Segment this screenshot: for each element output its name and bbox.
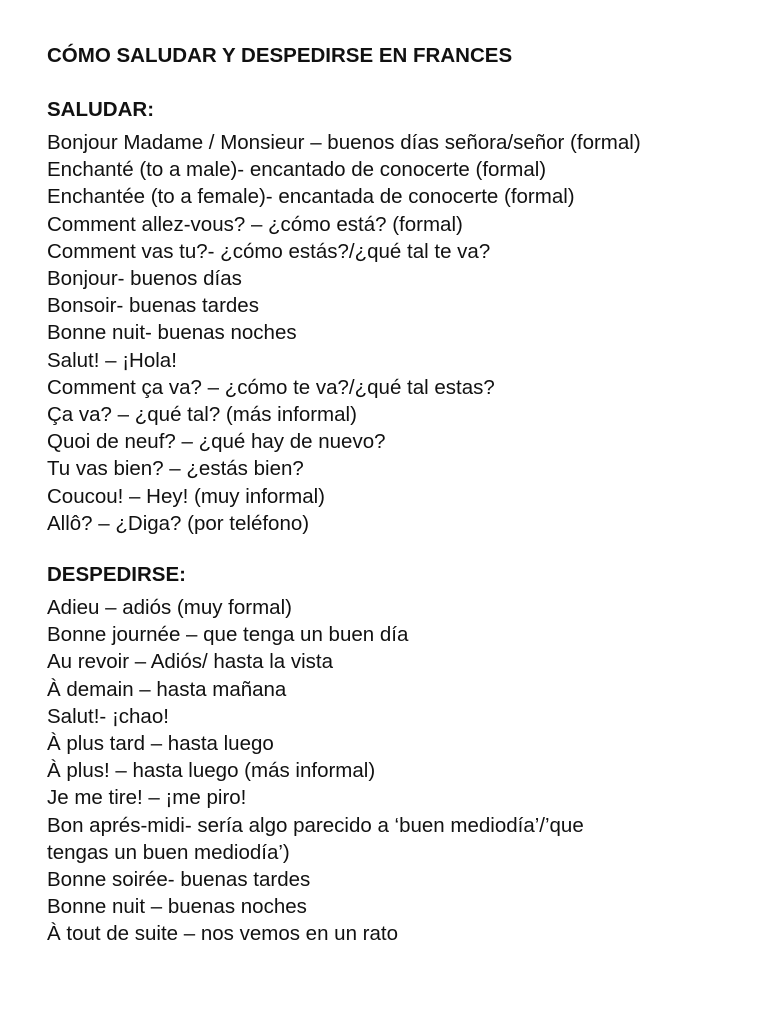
phrase-list-saludar: [47, 129, 747, 537]
list-item: tengas un buen mediodía’): [47, 840, 290, 864]
list-item: À plus! – hasta luego (más informal): [47, 759, 376, 783]
list-item: Tu vas bien? – ¿estás bien?: [47, 457, 304, 481]
list-item: À plus tard – hasta luego: [47, 732, 274, 756]
list-item: Je me tire! – ¡me piro!: [47, 786, 247, 810]
spacer: [47, 537, 747, 561]
list-item: Ça va? – ¿qué tal? (más informal): [47, 403, 357, 427]
list-item: Enchanté (to a male)- encantado de conocerte (formal): [47, 158, 547, 182]
list-item: Comment allez-vous? – ¿cómo está? (formal): [47, 212, 463, 236]
list-item: Coucou! – Hey! (muy informal): [47, 484, 325, 508]
section-heading-colon: :: [147, 98, 155, 121]
section-heading-text: SALUDAR: [47, 98, 148, 121]
section-heading-despedirse: [47, 561, 747, 588]
list-item: Bonjour Madame / Monsieur – buenos días señora/señor (formal): [47, 131, 641, 154]
list-item: Allô? – ¿Diga? (por teléfono): [47, 511, 310, 535]
phrase-list-despedirse: [47, 594, 747, 948]
section-heading-text: DESPEDIRSE: [47, 563, 180, 587]
list-item: Enchantée (to a female)- encantada de conocerte (formal): [47, 185, 575, 209]
list-item: Bonne journée – que tenga un buen día: [47, 623, 409, 647]
list-item: À tout de suite – nos vemos en un rato: [47, 922, 398, 946]
section-heading-saludar: [47, 96, 747, 123]
section-saludar: [47, 96, 747, 537]
list-item: Bonsoir- buenas tardes: [47, 294, 259, 318]
list-item: Comment vas tu?- ¿cómo estás?/¿qué tal te va?: [47, 239, 491, 263]
document-title: CÓMO SALUDAR Y DESPEDIRSE EN FRANCES: [47, 44, 513, 67]
list-item: Au revoir – Adiós/ hasta la vista: [47, 650, 334, 674]
list-item: Bon aprés-midi- sería algo parecido a ‘buen mediodía’/’que: [47, 813, 584, 837]
list-item: Bonne soirée- buenas tardes: [47, 868, 311, 892]
list-item: Bonne nuit- buenas noches: [47, 321, 297, 345]
list-item: Adieu – adiós (muy formal): [47, 596, 292, 620]
list-item: Comment ça va? – ¿cómo te va?/¿qué tal estas?: [47, 375, 495, 399]
spacer: [47, 69, 747, 96]
list-item: Bonjour- buenos días: [47, 267, 242, 291]
section-despedirse: [47, 561, 747, 948]
list-item: Salut! – ¡Hola!: [47, 348, 177, 372]
list-item: Salut!- ¡chao!: [47, 704, 169, 728]
list-item: Quoi de neuf? – ¿qué hay de nuevo?: [47, 430, 386, 454]
list-item: Bonne nuit – buenas noches: [47, 895, 307, 919]
section-heading-colon: :: [179, 563, 186, 587]
document-page: [47, 42, 747, 948]
list-item: À demain – hasta mañana: [47, 677, 287, 701]
